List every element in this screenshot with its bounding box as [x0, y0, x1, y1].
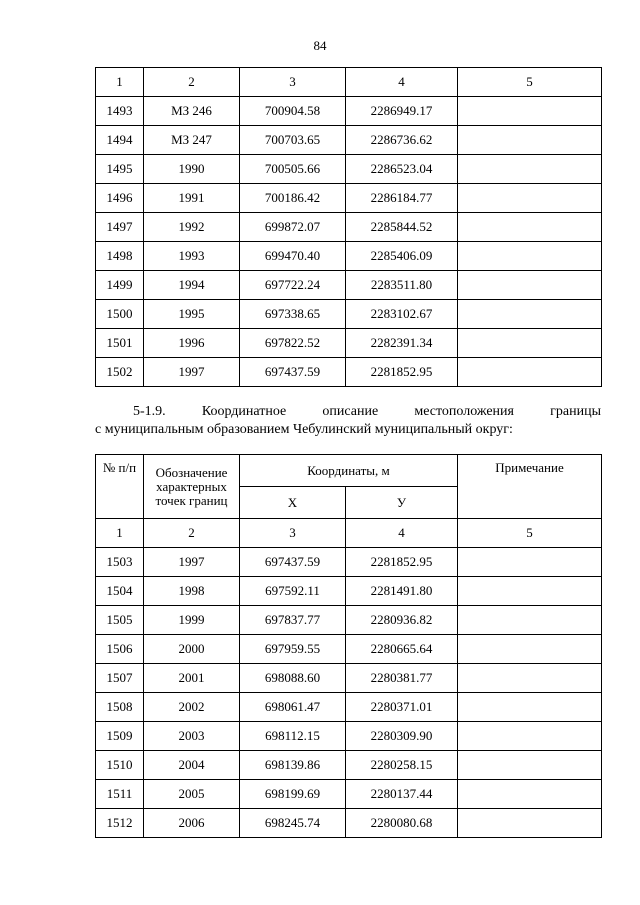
paragraph-word: описание — [322, 404, 379, 419]
table-row — [96, 271, 602, 300]
table-row — [96, 300, 602, 329]
y-coordinate-cell: 2280080.68 — [346, 809, 458, 838]
column-number: 4 — [346, 519, 458, 548]
column-number: 4 — [346, 68, 458, 97]
note-cell — [458, 184, 602, 213]
note-cell — [458, 693, 602, 722]
table-row — [96, 722, 602, 751]
point-designation-cell: 1998 — [144, 577, 240, 606]
point-designation-cell: 2006 — [144, 809, 240, 838]
table1-body — [96, 68, 602, 387]
header-y: У — [346, 487, 458, 519]
row-number-cell: 1499 — [96, 271, 144, 300]
x-coordinate-cell: 697837.77 — [240, 606, 346, 635]
row-number-cell: 1511 — [96, 780, 144, 809]
y-coordinate-cell: 2282391.34 — [346, 329, 458, 358]
point-designation-cell: 1991 — [144, 184, 240, 213]
x-coordinate-cell: 700904.58 — [240, 97, 346, 126]
note-cell — [458, 358, 602, 387]
column-number: 2 — [144, 519, 240, 548]
point-designation-cell: 1995 — [144, 300, 240, 329]
note-cell — [458, 271, 602, 300]
table-row — [96, 577, 602, 606]
point-designation-cell: МЗ 246 — [144, 97, 240, 126]
table-row — [96, 693, 602, 722]
y-coordinate-cell: 2283511.80 — [346, 271, 458, 300]
y-coordinate-cell: 2286736.62 — [346, 126, 458, 155]
paragraph-line-1 — [95, 403, 601, 421]
y-coordinate-cell: 2280258.15 — [346, 751, 458, 780]
note-cell — [458, 213, 602, 242]
table-row — [96, 809, 602, 838]
point-designation-cell: 1997 — [144, 358, 240, 387]
note-cell — [458, 97, 602, 126]
table2-body — [96, 519, 602, 838]
y-coordinate-cell: 2280371.01 — [346, 693, 458, 722]
point-designation-cell: 2000 — [144, 635, 240, 664]
note-cell — [458, 606, 602, 635]
paragraph-line-2: с муниципальным образованием Чебулинский муниципальный округ: — [95, 422, 513, 437]
row-number-cell: 1510 — [96, 751, 144, 780]
note-cell — [458, 155, 602, 184]
table-row — [96, 213, 602, 242]
y-coordinate-cell: 2281491.80 — [346, 577, 458, 606]
y-coordinate-cell: 2286523.04 — [346, 155, 458, 184]
table-row — [96, 97, 602, 126]
x-coordinate-cell: 698245.74 — [240, 809, 346, 838]
y-coordinate-cell: 2286184.77 — [346, 184, 458, 213]
point-designation-cell: 2005 — [144, 780, 240, 809]
row-number-cell: 1509 — [96, 722, 144, 751]
table-row — [96, 126, 602, 155]
paragraph-word: 5-1.9. — [133, 404, 166, 419]
row-number-cell: 1504 — [96, 577, 144, 606]
point-designation-cell: 2002 — [144, 693, 240, 722]
row-number-cell: 1501 — [96, 329, 144, 358]
table-row — [96, 751, 602, 780]
note-cell — [458, 126, 602, 155]
header-note: Примечание — [458, 455, 602, 519]
column-number: 5 — [458, 519, 602, 548]
note-cell — [458, 548, 602, 577]
paragraph-word: Координатное — [201, 404, 287, 419]
note-cell — [458, 329, 602, 358]
point-designation-cell: 1994 — [144, 271, 240, 300]
row-number-cell: 1500 — [96, 300, 144, 329]
x-coordinate-cell: 697437.59 — [240, 548, 346, 577]
y-coordinate-cell: 2281852.95 — [346, 548, 458, 577]
row-number-cell: 1507 — [96, 664, 144, 693]
column-number-row — [96, 519, 602, 548]
x-coordinate-cell: 699470.40 — [240, 242, 346, 271]
section-paragraph — [95, 403, 601, 439]
paragraph-word: местоположения — [414, 404, 514, 419]
header-coordinates: Координаты, м — [240, 455, 458, 487]
y-coordinate-cell: 2281852.95 — [346, 358, 458, 387]
y-coordinate-cell: 2286949.17 — [346, 97, 458, 126]
y-coordinate-cell: 2280936.82 — [346, 606, 458, 635]
x-coordinate-cell: 697822.52 — [240, 329, 346, 358]
table-row — [96, 184, 602, 213]
point-designation-cell: 1999 — [144, 606, 240, 635]
note-cell — [458, 809, 602, 838]
row-number-cell: 1503 — [96, 548, 144, 577]
note-cell — [458, 635, 602, 664]
x-coordinate-cell: 697959.55 — [240, 635, 346, 664]
table-row — [96, 606, 602, 635]
table-row — [96, 635, 602, 664]
row-number-cell: 1505 — [96, 606, 144, 635]
x-coordinate-cell: 698199.69 — [240, 780, 346, 809]
column-number: 2 — [144, 68, 240, 97]
row-number-cell: 1508 — [96, 693, 144, 722]
y-coordinate-cell: 2285406.09 — [346, 242, 458, 271]
note-cell — [458, 751, 602, 780]
row-number-cell: 1512 — [96, 809, 144, 838]
row-number-cell: 1497 — [96, 213, 144, 242]
x-coordinate-cell: 700505.66 — [240, 155, 346, 184]
table-row — [96, 155, 602, 184]
x-coordinate-cell: 697437.59 — [240, 358, 346, 387]
note-cell — [458, 242, 602, 271]
row-number-cell: 1502 — [96, 358, 144, 387]
y-coordinate-cell: 2280137.44 — [346, 780, 458, 809]
y-coordinate-cell: 2280381.77 — [346, 664, 458, 693]
point-designation-cell: 2003 — [144, 722, 240, 751]
point-designation-cell: 1993 — [144, 242, 240, 271]
table-row — [96, 548, 602, 577]
x-coordinate-cell: 698088.60 — [240, 664, 346, 693]
point-designation-cell: 1997 — [144, 548, 240, 577]
row-number-cell: 1494 — [96, 126, 144, 155]
header-num: № п/п — [96, 455, 144, 519]
point-designation-cell: 2001 — [144, 664, 240, 693]
note-cell — [458, 664, 602, 693]
table-row — [96, 242, 602, 271]
note-cell — [458, 577, 602, 606]
y-coordinate-cell: 2283102.67 — [346, 300, 458, 329]
point-designation-cell: 1992 — [144, 213, 240, 242]
header-designation: Обозначение характерных точек границ — [144, 455, 240, 519]
row-number-cell: 1493 — [96, 97, 144, 126]
note-cell — [458, 300, 602, 329]
y-coordinate-cell: 2280665.64 — [346, 635, 458, 664]
x-coordinate-cell: 697722.24 — [240, 271, 346, 300]
table-row — [96, 664, 602, 693]
table-row — [96, 358, 602, 387]
note-cell — [458, 780, 602, 809]
point-designation-cell: 1996 — [144, 329, 240, 358]
coordinates-table-continued — [95, 67, 602, 387]
table-row — [96, 329, 602, 358]
paragraph-word: границы — [550, 404, 601, 419]
column-number: 1 — [96, 68, 144, 97]
y-coordinate-cell: 2285844.52 — [346, 213, 458, 242]
coordinates-table-chebulinsky — [95, 454, 602, 838]
x-coordinate-cell: 697592.11 — [240, 577, 346, 606]
header-x: X — [240, 487, 346, 519]
column-number-row — [96, 68, 602, 97]
column-number: 3 — [240, 68, 346, 97]
column-number: 5 — [458, 68, 602, 97]
point-designation-cell: МЗ 247 — [144, 126, 240, 155]
x-coordinate-cell: 700186.42 — [240, 184, 346, 213]
page-number: 84 — [313, 38, 327, 53]
note-cell — [458, 722, 602, 751]
point-designation-cell: 1990 — [144, 155, 240, 184]
x-coordinate-cell: 698112.15 — [240, 722, 346, 751]
x-coordinate-cell: 698061.47 — [240, 693, 346, 722]
x-coordinate-cell: 699872.07 — [240, 213, 346, 242]
row-number-cell: 1495 — [96, 155, 144, 184]
table-row — [96, 780, 602, 809]
column-number: 3 — [240, 519, 346, 548]
y-coordinate-cell: 2280309.90 — [346, 722, 458, 751]
row-number-cell: 1498 — [96, 242, 144, 271]
row-number-cell: 1506 — [96, 635, 144, 664]
x-coordinate-cell: 698139.86 — [240, 751, 346, 780]
x-coordinate-cell: 700703.65 — [240, 126, 346, 155]
point-designation-cell: 2004 — [144, 751, 240, 780]
x-coordinate-cell: 697338.65 — [240, 300, 346, 329]
row-number-cell: 1496 — [96, 184, 144, 213]
column-number: 1 — [96, 519, 144, 548]
